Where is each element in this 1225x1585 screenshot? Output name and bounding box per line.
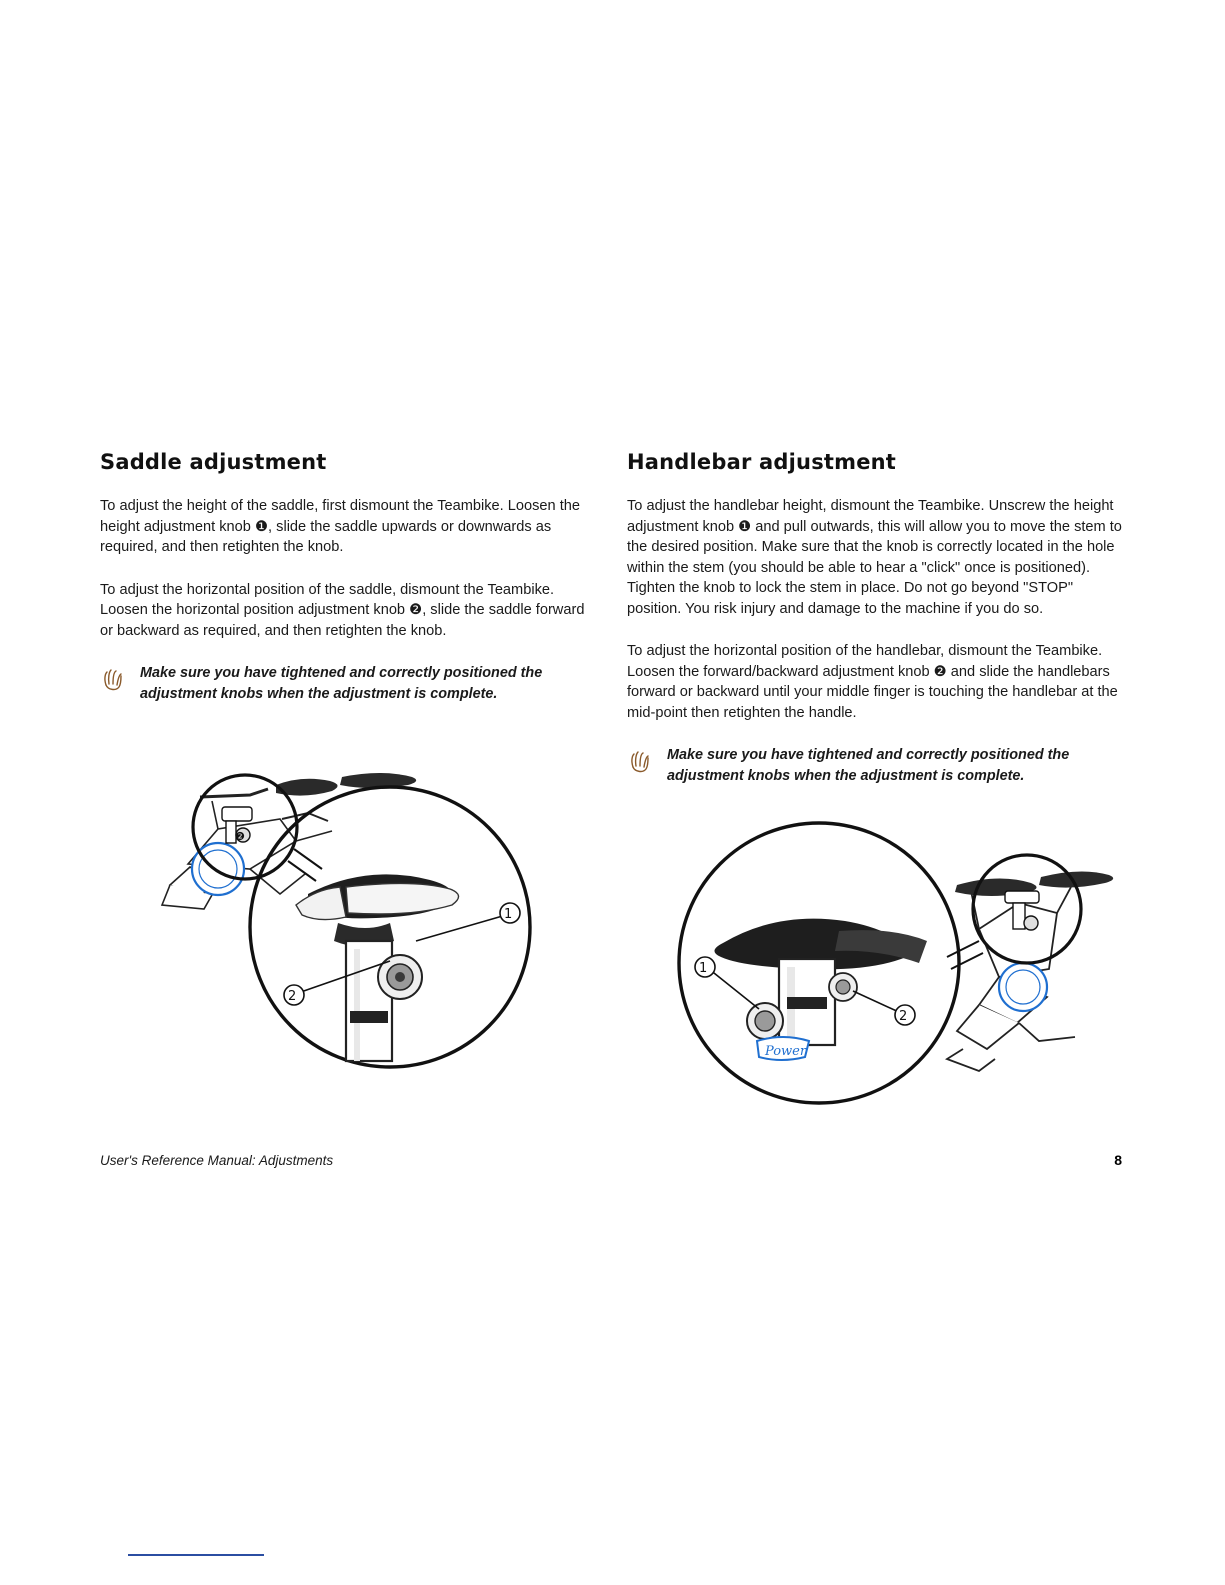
hand-icon [627,745,657,775]
saddle-paragraph-1: To adjust the height of the saddle, first dismount the Teambike. Loosen the height adjustment knob ❶, slide the saddle upwards or downwards as required, and then retighten the knob. [100,498,581,555]
handlebar-note-text: Make sure you have tightened and correctly positioned the adjustment knobs when the adjustment is complete. [667,747,1070,784]
callout-number-2-icon: ❷ [235,830,245,843]
saddle-figure-illustration [100,709,595,1069]
callout-number-1-icon: 1 [699,961,708,976]
saddle-note [100,663,595,705]
bottom-accent-rule [128,1554,264,1556]
callout-number-2-icon: 2 [899,1009,908,1024]
footer-page-number: 8 [1114,1152,1122,1168]
saddle-note-text: Make sure you have tightened and correctly positioned the adjustment knobs when the adjustment is complete. [140,665,543,702]
column-saddle-adjustment [100,450,595,1111]
saddle-figure [100,709,595,1069]
handlebar-paragraph-2: To adjust the horizontal position of the handlebar, dismount the Teambike. Loosen the forward/backward adjustment knob ❷ and slide the handlebars forward or backward until your middle finger is touching the handlebar at the mid-point then retighten the handle. [627,643,1118,721]
hand-icon [100,663,130,693]
page-title-handlebar: Handlebar adjustment [627,450,897,474]
two-column-layout [100,450,1122,1111]
page-content [100,450,1122,1111]
callout-number-1-icon: 1 [504,907,513,922]
footer-manual-title: User's Reference Manual: Adjustments [100,1153,334,1168]
column-handlebar-adjustment [627,450,1122,1111]
handlebar-note [627,745,1122,787]
svg-text:Power: Power [765,1044,807,1059]
page-title-saddle: Saddle adjustment [100,450,327,474]
saddle-paragraph-2: To adjust the horizontal position of the saddle, dismount the Teambike. Loosen the horizontal position adjustment knob ❷, slide the saddle forward or backward as required, and then retighten the knob. [100,581,585,639]
page-footer [100,1152,1122,1168]
callout-number-2-icon: 2 [288,989,297,1004]
handlebar-figure [627,791,1122,1111]
handlebar-paragraph-1: To adjust the handlebar height, dismount the Teambike. Unscrew the height adjustment knob ❶ and pull outwards, this will allow you to move the stem to the desired position. Make sure that the knob is correctly located in the hole within the stem (you should be able to hear a "click" once is positioned). Tighten the knob to lock the stem in place. Do not go beyond "STOP" position. You risk injury and damage to the machine if you do so. [627,498,1122,617]
handlebar-figure-illustration [627,791,1122,1111]
